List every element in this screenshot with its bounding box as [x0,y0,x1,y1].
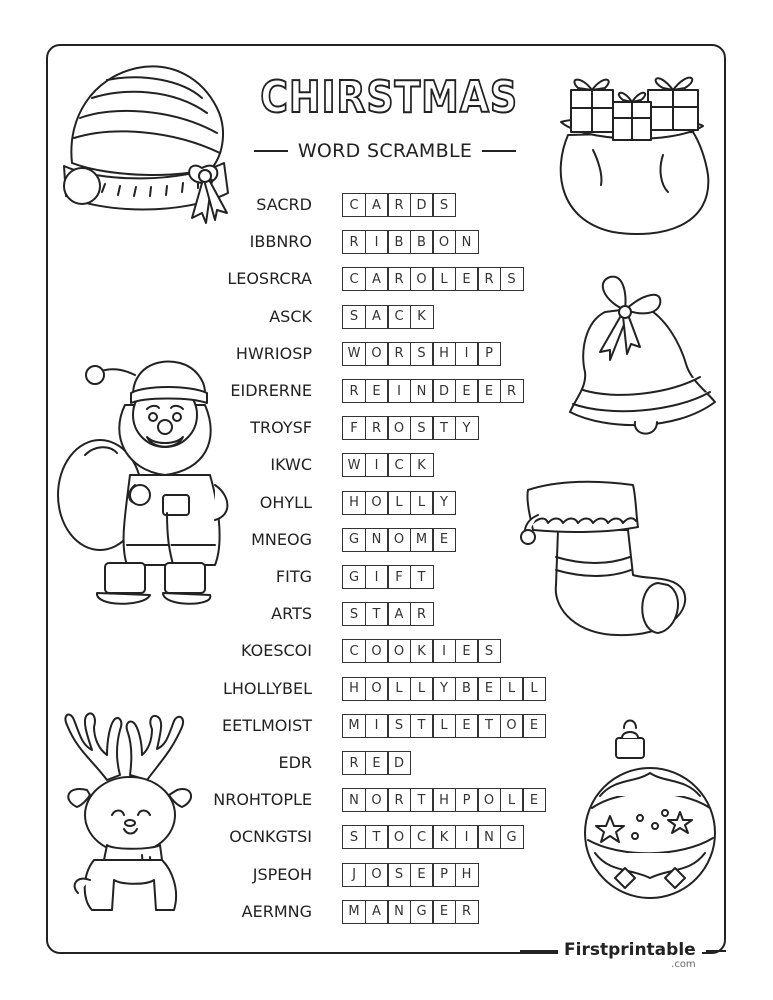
letter-box[interactable]: L [410,677,434,701]
worksheet-title: CHIRSTMAS [260,72,518,123]
answer-boxes [342,900,477,924]
scrambled-word: EIDRERNE [230,381,312,400]
scrambled-word: IBBNRO [249,232,312,252]
letter-box[interactable]: E [365,751,389,775]
answer-boxes [342,193,455,217]
letter-box[interactable]: A [365,193,389,217]
letter-box[interactable]: L [500,677,524,701]
letter-box[interactable]: I [365,714,389,738]
santa-claus-icon [55,345,240,610]
letter-box[interactable]: O [410,267,434,291]
letter-box[interactable]: W [342,342,366,366]
letter-box[interactable]: R [387,267,411,291]
answer-boxes [342,788,545,812]
letter-box[interactable]: R [365,416,389,440]
letter-box[interactable]: C [342,267,366,291]
letter-box[interactable]: O [387,528,411,552]
letter-box[interactable]: A [365,900,389,924]
letter-box[interactable]: O [365,491,389,515]
letter-box[interactable]: O [387,416,411,440]
letter-box[interactable]: T [365,602,389,626]
letter-box[interactable]: H [432,788,456,812]
answer-boxes [342,305,432,329]
answer-boxes [342,751,410,775]
letter-box[interactable]: C [342,639,366,663]
letter-box[interactable]: O [365,342,389,366]
stocking-icon [518,475,693,645]
letter-box[interactable]: T [410,788,434,812]
letter-box[interactable]: H [342,491,366,515]
letter-box[interactable]: K [410,453,434,477]
answer-boxes [342,677,545,701]
letter-box[interactable]: Y [432,491,456,515]
scrambled-word: SACRD [256,195,312,214]
santa-hat-icon [52,58,242,228]
brand-tld: .com [671,959,696,970]
letter-box[interactable]: T [365,825,389,849]
letter-box[interactable]: R [387,342,411,366]
letter-box[interactable]: I [432,639,456,663]
letter-box[interactable]: S [432,193,456,217]
letter-box[interactable]: C [342,193,366,217]
letter-box[interactable]: G [342,565,366,589]
letter-box[interactable]: N [455,230,479,254]
brand-logo [558,940,702,970]
letter-box[interactable]: L [432,714,456,738]
letter-box[interactable]: O [365,639,389,663]
letter-box[interactable]: B [410,230,434,254]
subtitle-dash-right [482,150,516,152]
letter-box[interactable]: E [522,714,546,738]
letter-box[interactable]: S [342,602,366,626]
letter-box[interactable]: R [342,751,366,775]
letter-box[interactable]: H [342,677,366,701]
letter-box[interactable]: S [387,863,411,887]
letter-box[interactable]: G [410,900,434,924]
letter-box[interactable]: O [365,788,389,812]
letter-box[interactable]: A [365,267,389,291]
letter-box[interactable]: Y [432,677,456,701]
letter-box[interactable]: N [410,379,434,403]
answer-boxes [342,342,500,366]
letter-box[interactable]: S [410,342,434,366]
letter-box[interactable]: G [500,825,524,849]
letter-box[interactable]: M [410,528,434,552]
gift-sack-icon [553,60,718,240]
letter-box[interactable]: T [410,714,434,738]
answer-boxes [342,565,432,589]
letter-box[interactable]: E [455,267,479,291]
answer-boxes [342,714,545,738]
letter-box[interactable]: H [455,863,479,887]
letter-box[interactable]: S [342,305,366,329]
letter-box[interactable]: Y [455,416,479,440]
answer-boxes [342,825,522,849]
footer-rule-left [520,950,560,952]
worksheet-subtitle: WORD SCRAMBLE [297,140,473,162]
letter-box[interactable]: J [342,863,366,887]
answer-boxes [342,453,432,477]
answer-boxes [342,639,500,663]
scrambled-word: ARTS [271,604,312,624]
letter-box[interactable]: R [387,193,411,217]
letter-box[interactable]: E [455,639,479,663]
letter-box[interactable]: N [342,788,366,812]
scrambled-word: IKWC [270,455,312,475]
letter-box[interactable]: R [387,788,411,812]
letter-box[interactable]: S [500,267,524,291]
answer-boxes [342,528,455,552]
scrambled-word: KOESCOI [241,641,312,661]
answer-boxes [342,863,477,887]
letter-box[interactable]: P [432,863,456,887]
letter-box[interactable]: B [387,230,411,254]
answer-boxes [342,602,432,626]
answer-boxes [342,416,477,440]
letter-box[interactable]: E [432,900,456,924]
letter-box[interactable]: I [387,379,411,403]
scrambled-word: ASCK [269,306,312,326]
letter-box[interactable]: O [387,825,411,849]
scrambled-word: EETLMOIST [222,715,312,735]
scrambled-word: OHYLL [259,492,312,512]
letter-box[interactable]: F [387,565,411,589]
letter-box[interactable]: I [365,453,389,477]
letter-box[interactable]: N [477,825,501,849]
letter-box[interactable]: L [387,677,411,701]
answer-boxes [342,230,477,254]
scrambled-word: EDR [278,753,312,772]
letter-box[interactable]: P [477,342,501,366]
letter-box[interactable]: C [410,825,434,849]
subtitle-dash-left [254,150,288,152]
puzzle-row [0,677,773,703]
letter-box[interactable]: L [410,491,434,515]
letter-box[interactable]: N [387,900,411,924]
letter-box[interactable]: O [432,230,456,254]
letter-box[interactable]: F [342,416,366,440]
scrambled-word: OCNKGTSI [229,827,312,847]
letter-box[interactable]: R [477,267,501,291]
letter-box[interactable]: S [410,416,434,440]
letter-box[interactable]: S [477,639,501,663]
scrambled-word: HWRIOSP [235,343,312,363]
subtitle-row [240,140,530,162]
letter-box[interactable]: M [342,714,366,738]
letter-box[interactable]: K [410,639,434,663]
letter-box[interactable]: P [455,788,479,812]
letter-box[interactable]: T [432,416,456,440]
letter-box[interactable]: O [500,714,524,738]
scrambled-word: LHOLLYBEL [222,678,312,698]
brand-name: Firstprintable [564,940,696,960]
letter-box[interactable]: R [500,379,524,403]
answer-boxes [342,267,522,291]
answer-boxes [342,379,522,403]
bell-icon [565,272,720,447]
letter-box[interactable]: C [387,305,411,329]
letter-box[interactable]: K [432,825,456,849]
letter-box[interactable]: T [477,714,501,738]
letter-box[interactable]: E [522,788,546,812]
letter-box[interactable]: L [500,788,524,812]
letter-box[interactable]: L [522,677,546,701]
letter-box[interactable]: B [455,677,479,701]
letter-box[interactable]: I [365,565,389,589]
letter-box[interactable]: D [432,379,456,403]
letter-box[interactable]: R [342,379,366,403]
letter-box[interactable]: A [365,305,389,329]
scrambled-word: JSPEOH [252,864,312,884]
letter-box[interactable]: L [432,267,456,291]
scrambled-word: FITG [275,567,312,586]
letter-box[interactable]: W [342,453,366,477]
scrambled-word: MNEOG [251,529,312,549]
letter-box[interactable]: N [365,528,389,552]
letter-box[interactable]: O [477,788,501,812]
letter-box[interactable]: R [342,230,366,254]
letter-box[interactable]: O [387,639,411,663]
footer-rule-right [706,950,726,952]
scrambled-word: TROYSF [250,418,312,438]
letter-box[interactable]: M [342,900,366,924]
scrambled-word: NROHTOPLE [213,790,312,810]
letter-box[interactable]: R [455,900,479,924]
letter-box[interactable]: C [387,453,411,477]
answer-boxes [342,491,455,515]
letter-box[interactable]: E [410,863,434,887]
scrambled-word: AERMNG [241,901,312,921]
ornament-icon [580,718,720,918]
letter-box[interactable]: E [432,528,456,552]
reindeer-icon [52,705,202,920]
letter-box[interactable]: H [432,342,456,366]
scrambled-word: LEOSRCRA [227,269,312,289]
letter-box[interactable]: E [477,677,501,701]
letter-box[interactable]: E [477,379,501,403]
letter-box[interactable]: O [365,863,389,887]
letter-box[interactable]: E [455,714,479,738]
letter-box[interactable]: G [342,528,366,552]
letter-box[interactable]: I [455,342,479,366]
letter-box[interactable]: S [342,825,366,849]
letter-box[interactable]: E [365,379,389,403]
letter-box[interactable]: L [387,491,411,515]
letter-box[interactable]: I [455,825,479,849]
letter-box[interactable]: T [410,565,434,589]
letter-box[interactable]: R [410,602,434,626]
letter-box[interactable]: D [387,751,411,775]
letter-box[interactable]: O [365,677,389,701]
letter-box[interactable]: E [455,379,479,403]
letter-box[interactable]: I [365,230,389,254]
letter-box[interactable]: A [387,602,411,626]
letter-box[interactable]: S [387,714,411,738]
letter-box[interactable]: K [410,305,434,329]
letter-box[interactable]: D [410,193,434,217]
